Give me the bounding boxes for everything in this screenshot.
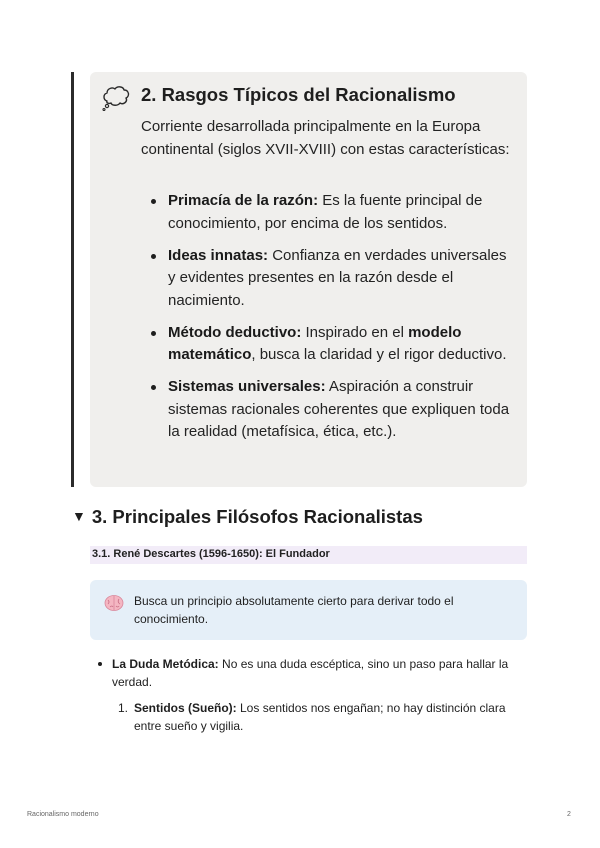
item-term: Método deductivo: <box>168 323 302 341</box>
item-term: La Duda Metódica: <box>112 657 219 671</box>
item-text: Aspiración a construir sistemas racionales coherentes que expliquen toda la realidad (metafísica, ética, etc.). <box>168 378 510 440</box>
footer-title: Racionalismo moderno <box>27 811 99 818</box>
item-text: Es la fuente principal de conocimiento, por encima de los sentidos. <box>168 192 483 232</box>
section-3-toggle-heading[interactable] <box>72 506 423 528</box>
brain-icon <box>104 594 124 612</box>
item-text: Los sentidos nos engañan; no hay distinción clara entre sueño y vigilia. <box>134 701 506 733</box>
item-number: 1. <box>118 701 129 715</box>
quote-bar <box>71 72 74 487</box>
toggle-triangle-icon[interactable]: ▼ <box>72 508 86 524</box>
section-2-intro: Corriente desarrollada principalmente en la Europa continental (siglos XVII-XVIII) con estas características: <box>141 118 510 158</box>
numbered-item <box>96 699 526 735</box>
item-text: No es una duda escéptica, sino un paso para hallar la verdad. <box>112 657 509 689</box>
callout-text: Busca un principio absolutamente cierto para derivar todo el conocimiento. <box>134 594 454 626</box>
item-text: , busca la claridad y el rigor deductivo. <box>251 346 507 363</box>
list-item <box>148 376 513 444</box>
duda-list <box>96 655 526 735</box>
list-item <box>148 190 513 235</box>
rasgos-list <box>148 190 513 453</box>
section-3-heading: 3. Principales Filósofos Racionalistas <box>91 506 423 527</box>
page-number: 2 <box>567 811 571 818</box>
item-term: Sentidos (Sueño): <box>134 701 237 715</box>
thought-bubble-icon <box>101 84 131 112</box>
item-emphasis: modelo matemático <box>168 323 462 363</box>
item-term: Ideas innatas: <box>168 246 269 264</box>
item-text: Inspirado en el <box>301 323 409 341</box>
list-item <box>148 245 513 313</box>
list-item <box>96 655 526 691</box>
item-text: Confianza en verdades universales y evidentes presentes en la razón desde el nacimiento. <box>168 246 507 309</box>
section-2-heading: 2. Rasgos Típicos del Racionalismo <box>141 84 456 105</box>
descartes-subheading: 3.1. René Descartes (1596-1650): El Fundador <box>92 548 330 560</box>
item-term: Primacía de la razón: <box>168 192 319 209</box>
list-item <box>148 322 513 367</box>
item-term: Sistemas universales: <box>168 378 326 395</box>
